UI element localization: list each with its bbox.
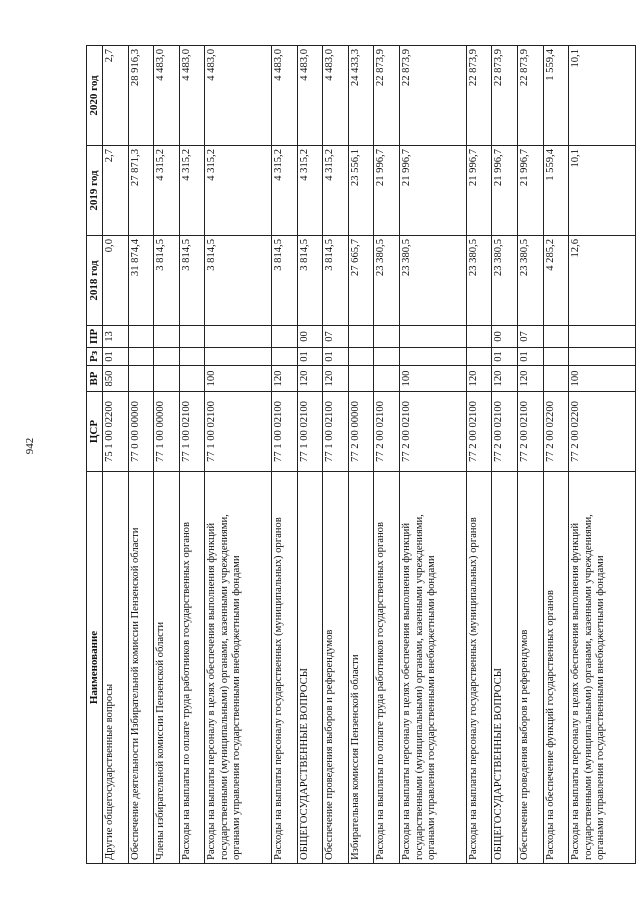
- cell-csr: 77 2 00 02100: [466, 392, 492, 472]
- cell-y2019: 21 996,7: [374, 146, 400, 236]
- cell-pr: 07: [517, 326, 543, 348]
- cell-y2019: 4 315,2: [323, 146, 349, 236]
- cell-vr: 120: [323, 366, 349, 392]
- cell-rz: [179, 348, 205, 366]
- cell-pr: [128, 326, 154, 348]
- cell-y2020: 22 873,9: [517, 46, 543, 146]
- header-2019: 2019 год: [87, 146, 103, 236]
- cell-pr: 00: [492, 326, 518, 348]
- rotated-page-content: [86, 46, 636, 864]
- cell-y2018: 31 874,4: [128, 236, 154, 326]
- cell-pr: [348, 326, 374, 348]
- cell-rz: [543, 348, 569, 366]
- cell-rz: [374, 348, 400, 366]
- cell-vr: 100: [205, 366, 272, 392]
- cell-y2019: 4 315,2: [297, 146, 323, 236]
- cell-y2019: 21 996,7: [492, 146, 518, 236]
- cell-pr: [179, 326, 205, 348]
- cell-y2019: 2,7: [102, 146, 128, 236]
- cell-name: Обеспечение проведения выборов и референдумов: [517, 472, 543, 864]
- cell-vr: 120: [466, 366, 492, 392]
- cell-vr: [348, 366, 374, 392]
- cell-rz: [128, 348, 154, 366]
- cell-csr: 77 2 00 02200: [543, 392, 569, 472]
- cell-y2020: 24 433,3: [348, 46, 374, 146]
- table-row: [517, 46, 543, 864]
- cell-y2020: 10,1: [569, 46, 636, 146]
- table-row: [466, 46, 492, 864]
- cell-pr: [466, 326, 492, 348]
- cell-csr: 77 2 00 02200: [569, 392, 636, 472]
- table-row: [374, 46, 400, 864]
- cell-name: Другие общегосударственные вопросы: [102, 472, 128, 864]
- cell-y2019: 23 556,1: [348, 146, 374, 236]
- cell-pr: [543, 326, 569, 348]
- cell-y2019: 4 315,2: [205, 146, 272, 236]
- cell-vr: [128, 366, 154, 392]
- cell-vr: [179, 366, 205, 392]
- cell-name: Обеспечение деятельности Избирательной комиссии Пензенской области: [128, 472, 154, 864]
- header-2018: 2018 год: [87, 236, 103, 326]
- cell-y2019: 4 315,2: [272, 146, 298, 236]
- cell-name: Члены избирательной комиссии Пензенской области: [154, 472, 180, 864]
- cell-name: Расходы на выплаты персоналу государственных (муниципальных) органов: [272, 472, 298, 864]
- cell-csr: 77 2 00 02100: [374, 392, 400, 472]
- header-name: Наименование: [87, 472, 103, 864]
- header-csr: ЦСР: [87, 392, 103, 472]
- cell-name: Обеспечение проведения выборов и референдумов: [323, 472, 349, 864]
- cell-y2020: 28 916,3: [128, 46, 154, 146]
- cell-pr: 07: [323, 326, 349, 348]
- cell-y2018: 23 380,5: [374, 236, 400, 326]
- cell-y2020: 4 483,0: [154, 46, 180, 146]
- table-body: [102, 46, 635, 864]
- table-header-row: [87, 46, 103, 864]
- table-row: [205, 46, 272, 864]
- table-row: [272, 46, 298, 864]
- cell-vr: 850: [102, 366, 128, 392]
- cell-csr: 77 1 00 02100: [205, 392, 272, 472]
- cell-name: ОБЩЕГОСУДАРСТВЕННЫЕ ВОПРОСЫ: [492, 472, 518, 864]
- cell-rz: 01: [297, 348, 323, 366]
- cell-rz: [348, 348, 374, 366]
- table-row: [102, 46, 128, 864]
- cell-vr: 100: [569, 366, 636, 392]
- header-vr: ВР: [87, 366, 103, 392]
- cell-y2018: 3 814,5: [179, 236, 205, 326]
- cell-vr: 120: [272, 366, 298, 392]
- cell-y2018: 3 814,5: [154, 236, 180, 326]
- table-row: [400, 46, 467, 864]
- cell-vr: [374, 366, 400, 392]
- table-row: [297, 46, 323, 864]
- cell-rz: 01: [517, 348, 543, 366]
- cell-rz: 01: [102, 348, 128, 366]
- budget-table: [86, 45, 636, 864]
- cell-csr: 77 1 00 02100: [297, 392, 323, 472]
- cell-csr: 77 1 00 02100: [272, 392, 298, 472]
- cell-name: Расходы на выплаты персоналу в целях обеспечения выполнения функций государственными (муниципальными) органами, казенными учреждениями, органами управления государственными внебюджетными фондами: [400, 472, 467, 864]
- cell-csr: 77 2 00 02100: [400, 392, 467, 472]
- header-rz: Рз: [87, 348, 103, 366]
- cell-pr: [154, 326, 180, 348]
- cell-vr: 120: [492, 366, 518, 392]
- cell-y2018: 3 814,5: [272, 236, 298, 326]
- cell-csr: 77 1 00 00000: [154, 392, 180, 472]
- table-row: [179, 46, 205, 864]
- cell-y2020: 2,7: [102, 46, 128, 146]
- cell-csr: 77 2 00 02100: [517, 392, 543, 472]
- cell-csr: 77 2 00 02100: [492, 392, 518, 472]
- cell-name: ОБЩЕГОСУДАРСТВЕННЫЕ ВОПРОСЫ: [297, 472, 323, 864]
- cell-csr: 77 0 00 00000: [128, 392, 154, 472]
- table-row: [543, 46, 569, 864]
- table-row: [128, 46, 154, 864]
- cell-y2018: 4 285,2: [543, 236, 569, 326]
- cell-y2018: 23 380,5: [400, 236, 467, 326]
- cell-y2018: 23 380,5: [492, 236, 518, 326]
- cell-pr: [400, 326, 467, 348]
- cell-y2019: 21 996,7: [466, 146, 492, 236]
- cell-y2020: 22 873,9: [466, 46, 492, 146]
- cell-pr: [569, 326, 636, 348]
- cell-y2018: 3 814,5: [323, 236, 349, 326]
- cell-rz: 01: [323, 348, 349, 366]
- cell-rz: [466, 348, 492, 366]
- page-number: 942: [24, 437, 36, 455]
- cell-y2018: 12,6: [569, 236, 636, 326]
- cell-rz: [569, 348, 636, 366]
- cell-name: Расходы на выплаты персоналу государственных (муниципальных) органов: [466, 472, 492, 864]
- cell-y2019: 27 871,3: [128, 146, 154, 236]
- cell-csr: 77 1 00 02100: [323, 392, 349, 472]
- cell-y2018: 23 380,5: [517, 236, 543, 326]
- cell-pr: 13: [102, 326, 128, 348]
- cell-y2020: 1 559,4: [543, 46, 569, 146]
- cell-rz: [272, 348, 298, 366]
- cell-y2019: 1 559,4: [543, 146, 569, 236]
- cell-y2020: 4 483,0: [297, 46, 323, 146]
- cell-vr: [543, 366, 569, 392]
- cell-y2020: 4 483,0: [179, 46, 205, 146]
- cell-rz: 01: [492, 348, 518, 366]
- cell-name: Расходы на выплаты по оплате труда работников государственных органов: [179, 472, 205, 864]
- cell-name: Расходы на выплаты по оплате труда работников государственных органов: [374, 472, 400, 864]
- cell-name: Расходы на выплаты персоналу в целях обеспечения выполнения функций государственными (муниципальными) органами, казенными учреждениями, органами управления государственными внебюджетными фондами: [569, 472, 636, 864]
- cell-pr: 00: [297, 326, 323, 348]
- cell-name: Расходы на выплаты персоналу в целях обеспечения выполнения функций государственными (муниципальными) органами, казенными учреждениями, органами управления государственными внебюджетными фондами: [205, 472, 272, 864]
- table-row: [492, 46, 518, 864]
- cell-y2019: 21 996,7: [400, 146, 467, 236]
- cell-csr: 77 1 00 02100: [179, 392, 205, 472]
- header-2020: 2020 год: [87, 46, 103, 146]
- cell-rz: [205, 348, 272, 366]
- table-row: [154, 46, 180, 864]
- cell-y2018: 0,0: [102, 236, 128, 326]
- cell-pr: [374, 326, 400, 348]
- cell-y2019: 10,1: [569, 146, 636, 236]
- cell-y2018: 27 665,7: [348, 236, 374, 326]
- cell-vr: 120: [297, 366, 323, 392]
- cell-y2020: 22 873,9: [492, 46, 518, 146]
- cell-rz: [400, 348, 467, 366]
- cell-y2018: 23 380,5: [466, 236, 492, 326]
- cell-y2018: 3 814,5: [297, 236, 323, 326]
- cell-rz: [154, 348, 180, 366]
- cell-y2020: 22 873,9: [400, 46, 467, 146]
- cell-vr: 120: [517, 366, 543, 392]
- cell-csr: 77 2 00 00000: [348, 392, 374, 472]
- cell-y2018: 3 814,5: [205, 236, 272, 326]
- cell-vr: [154, 366, 180, 392]
- cell-pr: [272, 326, 298, 348]
- cell-vr: 100: [400, 366, 467, 392]
- table-row: [348, 46, 374, 864]
- header-pr: ПР: [87, 326, 103, 348]
- cell-y2019: 4 315,2: [154, 146, 180, 236]
- table-row: [323, 46, 349, 864]
- cell-name: Избирательная комиссия Пензенской области: [348, 472, 374, 864]
- cell-csr: 75 1 00 02200: [102, 392, 128, 472]
- cell-y2020: 4 483,0: [272, 46, 298, 146]
- cell-y2020: 22 873,9: [374, 46, 400, 146]
- cell-name: Расходы на обеспечение функций государственных органов: [543, 472, 569, 864]
- cell-y2019: 21 996,7: [517, 146, 543, 236]
- cell-pr: [205, 326, 272, 348]
- table-row: [569, 46, 636, 864]
- cell-y2020: 4 483,0: [205, 46, 272, 146]
- cell-y2019: 4 315,2: [179, 146, 205, 236]
- cell-y2020: 4 483,0: [323, 46, 349, 146]
